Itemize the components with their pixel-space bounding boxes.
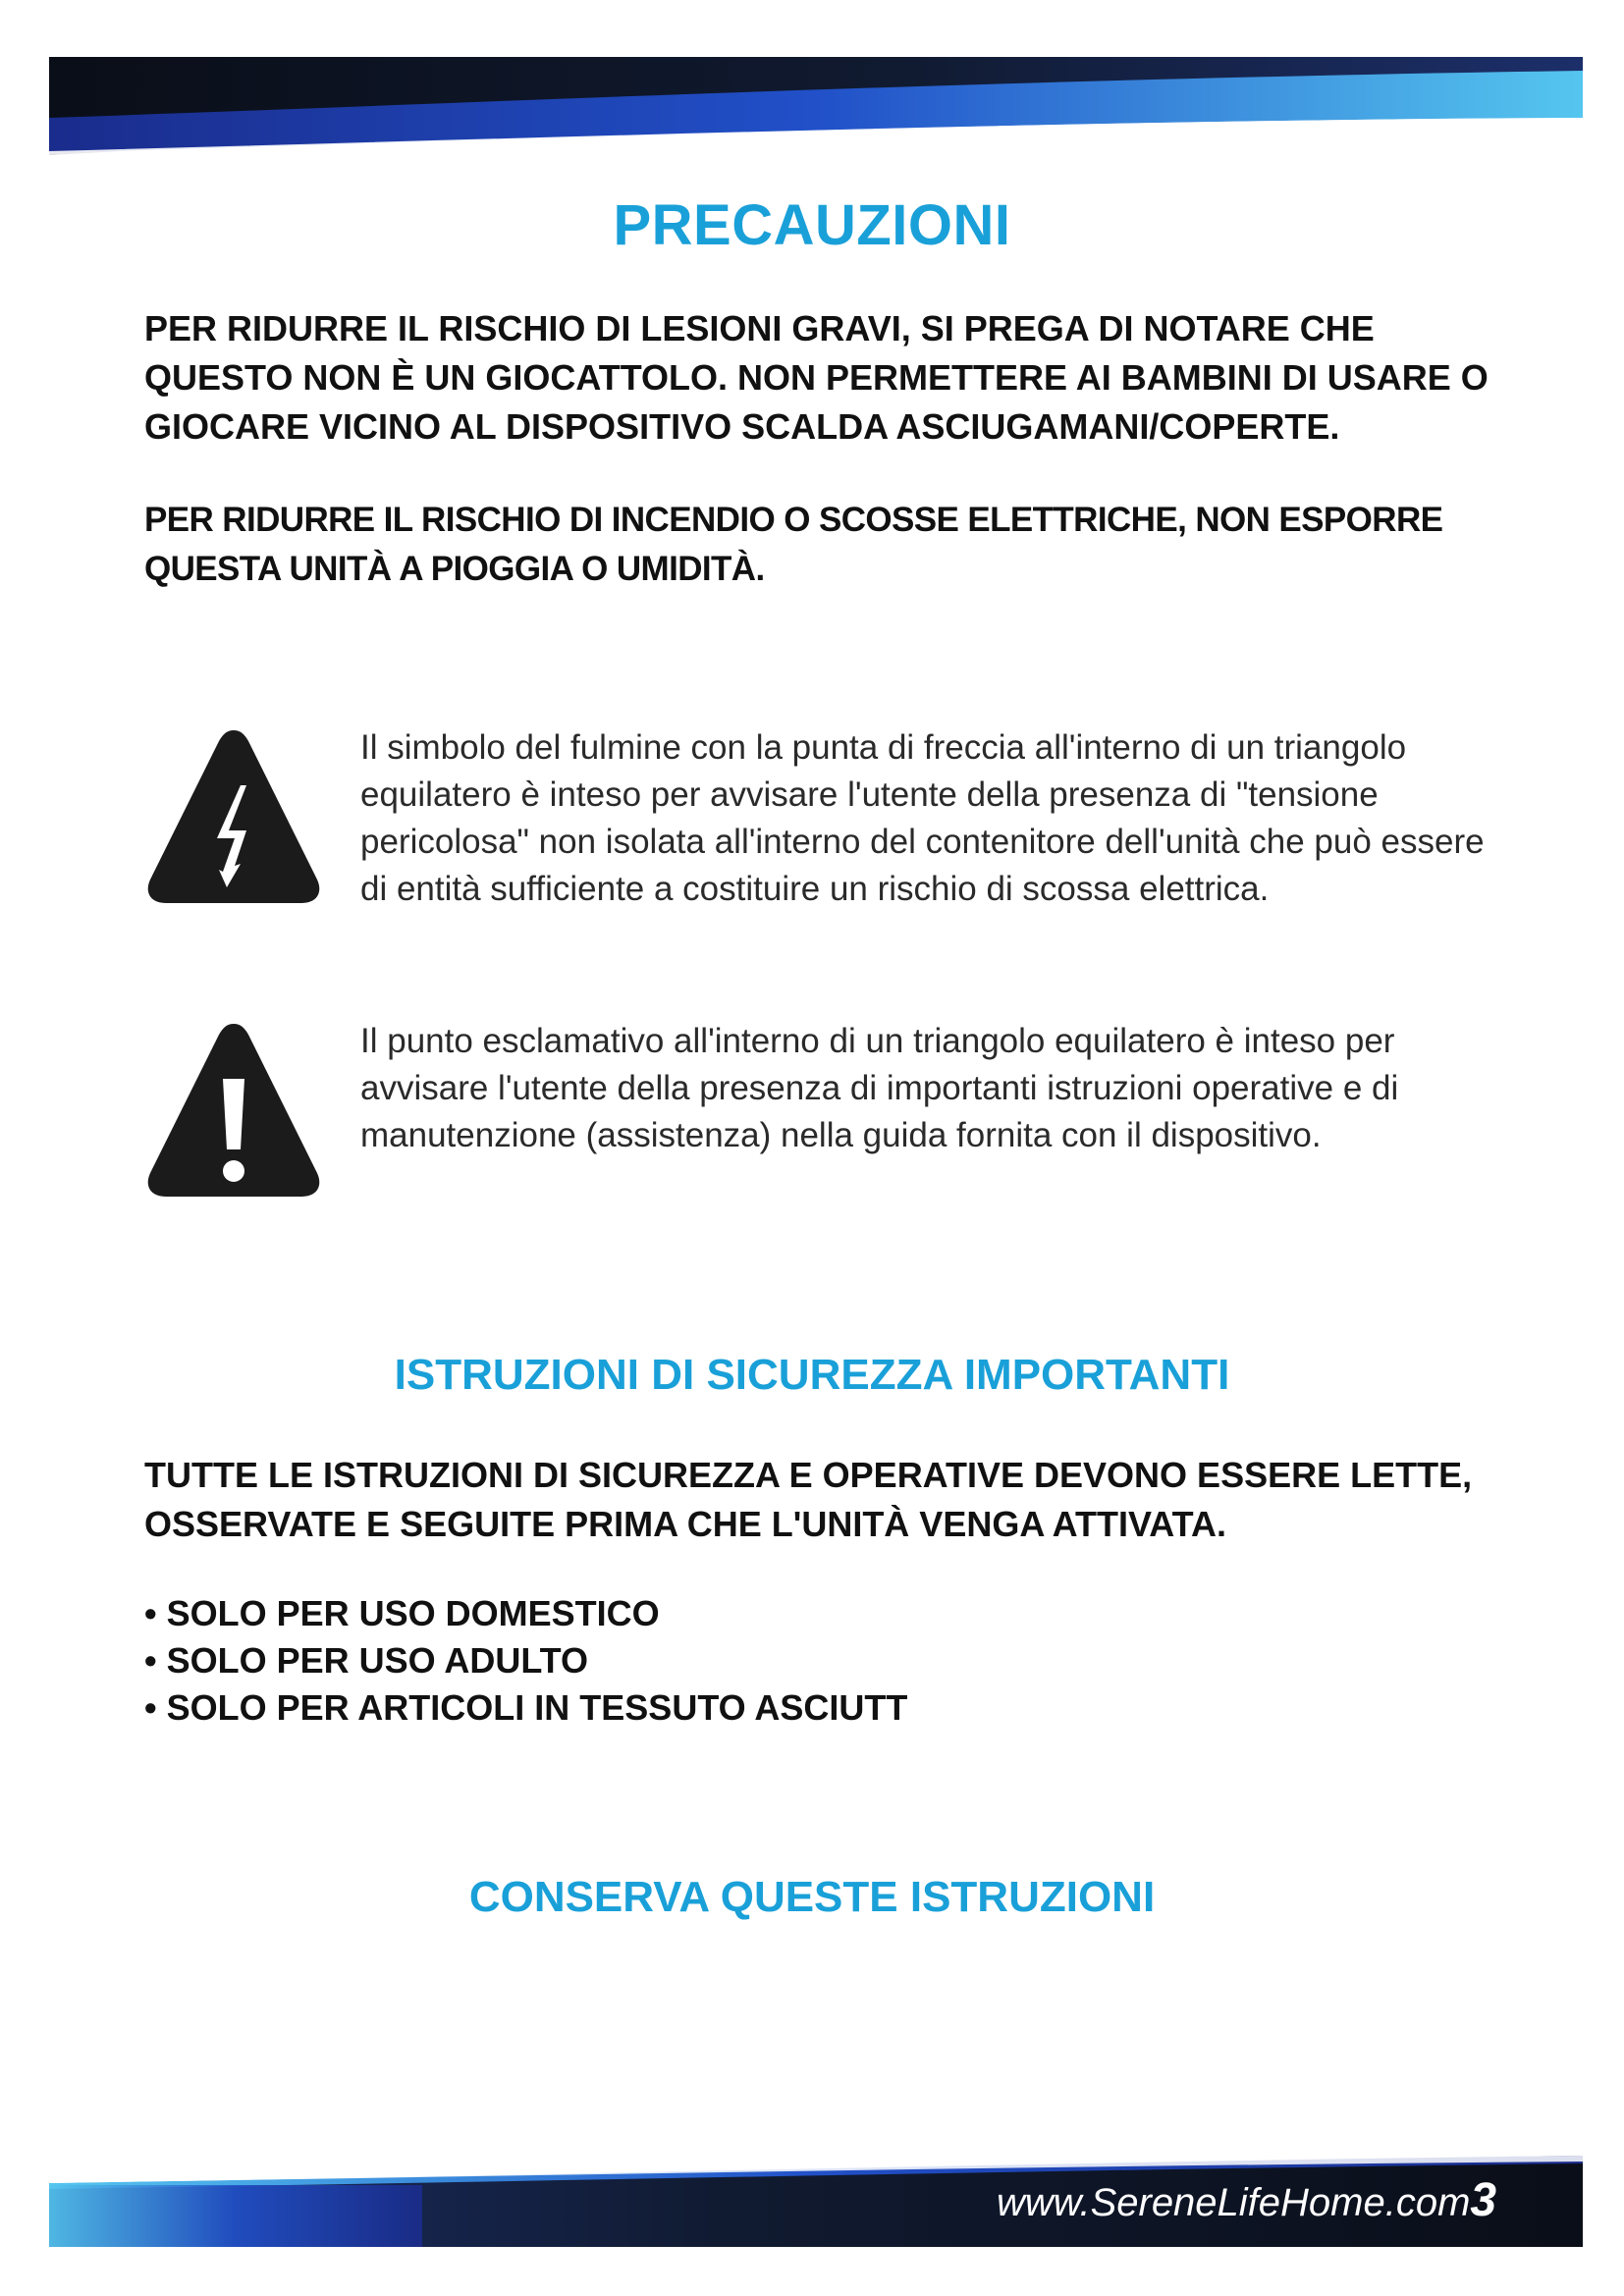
exclamation-warning-icon xyxy=(144,1018,323,1202)
page-number: 3 xyxy=(1470,2174,1497,2226)
exclamation-symbol-description: Il punto esclamativo all'interno di un triangolo equilatero è inteso per avvisare l'utente della presenza di importanti istruzioni operative e di manutenzione (assistenza) nella guida fornita con il dispositivo. xyxy=(360,1022,1399,1154)
lightning-symbol-description: Il simbolo del fulmine con la punta di freccia all'interno di un triangolo equilatero è inteso per avvisare l'utente della presenza di "tensione pericolosa" non isolata all'interno del contenitore dell'unità che può essere di entità sufficiente a costituire un rischio di scossa elettrica. xyxy=(360,728,1485,908)
list-item: • SOLO PER ARTICOLI IN TESSUTO ASCIUTT xyxy=(144,1684,907,1732)
list-item: • SOLO PER USO DOMESTICO xyxy=(144,1590,907,1637)
footer-website[interactable] xyxy=(997,2173,1496,2227)
page-title: PRECAUZIONI xyxy=(613,193,1011,257)
fire-warning: PER RIDURRE IL RISCHIO DI INCENDIO O SCOSSE ELETTRICHE, NON ESPORRE QUESTA UNITÀ A PIOGGIA O UMIDITÀ. xyxy=(144,501,1443,588)
safety-instructions-text: TUTTE LE ISTRUZIONI DI SICUREZZA E OPERATIVE DEVONO ESSERE LETTE, OSSERVATE E SEGUITE PRIMA CHE L'UNITÀ VENGA ATTIVATA. xyxy=(144,1455,1473,1544)
keep-instructions-title: CONSERVA QUESTE ISTRUZIONI xyxy=(468,1873,1156,1921)
website-url[interactable]: www.SereneLifeHome.com xyxy=(997,2181,1471,2224)
lightning-warning-icon xyxy=(144,724,323,909)
safety-section-title: ISTRUZIONI DI SICUREZZA IMPORTANTI xyxy=(394,1351,1230,1399)
list-item: • SOLO PER USO ADULTO xyxy=(144,1637,907,1684)
injury-warning: PER RIDURRE IL RISCHIO DI LESIONI GRAVI, SI PREGA DI NOTARE CHE QUESTO NON È UN GIOCATTOLO. NON PERMETTERE AI BAMBINI DI USARE O GIOCARE VICINO AL DISPOSITIVO SCALDA ASCIUGAMANI/COPERTE. xyxy=(144,308,1489,447)
top-banner xyxy=(49,57,1583,155)
usage-restrictions-list xyxy=(144,1590,907,1732)
